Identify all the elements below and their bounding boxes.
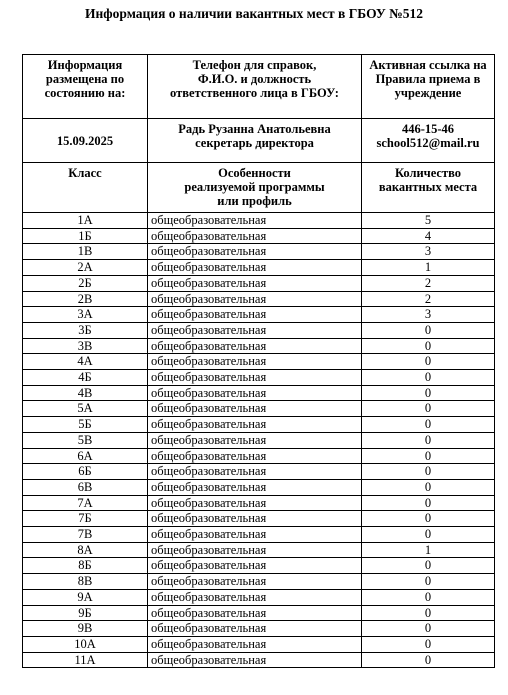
header-rules-line: Правила приема в <box>375 72 481 86</box>
table-row <box>23 244 495 260</box>
table-row <box>23 652 495 668</box>
table-row <box>23 527 495 543</box>
class-cell: 6В <box>23 479 148 495</box>
vacancies-cell: 0 <box>362 495 495 511</box>
class-cell: 2А <box>23 260 148 276</box>
program-cell: общеобразовательная <box>148 338 362 354</box>
table-row <box>23 385 495 401</box>
class-cell: 8А <box>23 542 148 558</box>
class-cell: 11А <box>23 652 148 668</box>
header-contact-line: ответственного лица в ГБОУ: <box>170 86 339 100</box>
table-row <box>23 636 495 652</box>
program-cell: общеобразовательная <box>148 385 362 401</box>
vacancies-cell: 0 <box>362 527 495 543</box>
info-row <box>23 119 495 163</box>
class-cell: 7Б <box>23 511 148 527</box>
table-row <box>23 291 495 307</box>
vacancies-cell: 0 <box>362 621 495 637</box>
vacancies-cell: 0 <box>362 432 495 448</box>
vacancies-cell: 3 <box>362 244 495 260</box>
vacancies-cell: 1 <box>362 260 495 276</box>
vacancies-cell: 0 <box>362 652 495 668</box>
vacancies-cell: 0 <box>362 322 495 338</box>
program-cell: общеобразовательная <box>148 448 362 464</box>
table-row <box>23 417 495 433</box>
vacancies-cell: 0 <box>362 558 495 574</box>
program-cell: общеобразовательная <box>148 558 362 574</box>
column-header-program-line: Особенности <box>218 166 291 180</box>
column-header-program-line: или профиль <box>217 194 292 208</box>
table-row <box>23 448 495 464</box>
vacancies-cell: 0 <box>362 605 495 621</box>
class-cell: 9А <box>23 589 148 605</box>
class-cell: 5Б <box>23 417 148 433</box>
table-row <box>23 322 495 338</box>
table-row <box>23 542 495 558</box>
table-body <box>23 213 495 668</box>
program-cell: общеобразовательная <box>148 401 362 417</box>
table-row <box>23 574 495 590</box>
header-rules-cell <box>362 55 495 119</box>
header-date-line: состоянию на: <box>44 86 126 100</box>
vacancies-cell: 2 <box>362 291 495 307</box>
column-header-vacancies-line: вакантных места <box>378 180 478 194</box>
header-contact-line: Ф.И.О. и должность <box>197 72 312 86</box>
program-cell: общеобразовательная <box>148 354 362 370</box>
class-cell: 3Б <box>23 322 148 338</box>
vacancies-cell: 0 <box>362 401 495 417</box>
header-contact-line: Телефон для справок, <box>192 58 317 72</box>
program-cell: общеобразовательная <box>148 432 362 448</box>
info-date: 15.09.2025 <box>23 119 148 163</box>
class-cell: 2В <box>23 291 148 307</box>
table-row <box>23 260 495 276</box>
vacancies-cell: 2 <box>362 275 495 291</box>
header-date-cell <box>23 55 148 119</box>
program-cell: общеобразовательная <box>148 322 362 338</box>
info-phone: 446-15-46 <box>401 122 455 136</box>
table-row <box>23 589 495 605</box>
info-email-link[interactable]: school512@mail.ru <box>376 136 480 150</box>
class-cell: 4Б <box>23 370 148 386</box>
table-row <box>23 213 495 229</box>
column-header-class <box>23 163 148 213</box>
program-cell: общеобразовательная <box>148 621 362 637</box>
program-cell: общеобразовательная <box>148 370 362 386</box>
program-cell: общеобразовательная <box>148 260 362 276</box>
class-cell: 2Б <box>23 275 148 291</box>
class-cell: 1Б <box>23 228 148 244</box>
class-cell: 3В <box>23 338 148 354</box>
table-row <box>23 307 495 323</box>
class-cell: 7А <box>23 495 148 511</box>
vacancies-cell: 0 <box>362 464 495 480</box>
table-row <box>23 370 495 386</box>
vacancies-cell: 0 <box>362 589 495 605</box>
program-cell: общеобразовательная <box>148 291 362 307</box>
program-cell: общеобразовательная <box>148 307 362 323</box>
vacancies-cell: 0 <box>362 479 495 495</box>
table-row <box>23 354 495 370</box>
header-row <box>23 55 495 119</box>
table-row <box>23 464 495 480</box>
table-row <box>23 495 495 511</box>
class-cell: 6Б <box>23 464 148 480</box>
table-row <box>23 558 495 574</box>
page-title: Информация о наличии вакантных мест в ГБОУ №512 <box>85 6 423 21</box>
column-header-class-line: Класс <box>68 166 102 180</box>
class-cell: 9Б <box>23 605 148 621</box>
program-cell: общеобразовательная <box>148 511 362 527</box>
table-row <box>23 432 495 448</box>
table-row <box>23 605 495 621</box>
column-header-row <box>23 163 495 213</box>
vacancies-cell: 0 <box>362 448 495 464</box>
info-person-name: Радь Рузанна Анатольевна <box>178 122 331 136</box>
program-cell: общеобразовательная <box>148 417 362 433</box>
class-cell: 9В <box>23 621 148 637</box>
table-row <box>23 338 495 354</box>
class-cell: 4А <box>23 354 148 370</box>
vacancies-cell: 0 <box>362 574 495 590</box>
class-cell: 5А <box>23 401 148 417</box>
program-cell: общеобразовательная <box>148 275 362 291</box>
program-cell: общеобразовательная <box>148 495 362 511</box>
program-cell: общеобразовательная <box>148 605 362 621</box>
column-header-program <box>148 163 362 213</box>
program-cell: общеобразовательная <box>148 244 362 260</box>
header-rules-line: учреждение <box>394 86 462 100</box>
header-rules-line: Активная ссылка на <box>369 58 487 72</box>
class-cell: 6А <box>23 448 148 464</box>
class-cell: 1А <box>23 213 148 229</box>
header-contact-cell <box>148 55 362 119</box>
table-row <box>23 228 495 244</box>
column-header-vacancies-line: Количество <box>394 166 462 180</box>
vacancies-cell: 0 <box>362 636 495 652</box>
class-cell: 10А <box>23 636 148 652</box>
vacancies-cell: 4 <box>362 228 495 244</box>
program-cell: общеобразовательная <box>148 213 362 229</box>
program-cell: общеобразовательная <box>148 589 362 605</box>
program-cell: общеобразовательная <box>148 542 362 558</box>
program-cell: общеобразовательная <box>148 527 362 543</box>
class-cell: 5В <box>23 432 148 448</box>
vacancies-cell: 0 <box>362 417 495 433</box>
header-date-line: Информация <box>47 58 123 72</box>
table-row <box>23 275 495 291</box>
vacancies-cell: 3 <box>362 307 495 323</box>
vacancy-table <box>22 54 495 668</box>
program-cell: общеобразовательная <box>148 636 362 652</box>
class-cell: 8В <box>23 574 148 590</box>
program-cell: общеобразовательная <box>148 574 362 590</box>
vacancies-cell: 0 <box>362 385 495 401</box>
class-cell: 4В <box>23 385 148 401</box>
program-cell: общеобразовательная <box>148 652 362 668</box>
table-row <box>23 511 495 527</box>
info-person <box>148 119 362 163</box>
header-date-line: размещена по <box>45 72 125 86</box>
table-row <box>23 621 495 637</box>
class-cell: 3А <box>23 307 148 323</box>
class-cell: 8Б <box>23 558 148 574</box>
vacancies-cell: 1 <box>362 542 495 558</box>
program-cell: общеобразовательная <box>148 228 362 244</box>
column-header-vacancies <box>362 163 495 213</box>
vacancies-cell: 0 <box>362 338 495 354</box>
column-header-program-line: реализуемой программы <box>184 180 325 194</box>
program-cell: общеобразовательная <box>148 479 362 495</box>
program-cell: общеобразовательная <box>148 464 362 480</box>
vacancies-cell: 5 <box>362 213 495 229</box>
table-row <box>23 401 495 417</box>
info-person-position: секретарь директора <box>195 136 314 150</box>
info-contacts <box>362 119 495 163</box>
table-row <box>23 479 495 495</box>
class-cell: 1В <box>23 244 148 260</box>
vacancies-cell: 0 <box>362 511 495 527</box>
class-cell: 7В <box>23 527 148 543</box>
vacancies-cell: 0 <box>362 370 495 386</box>
vacancies-cell: 0 <box>362 354 495 370</box>
